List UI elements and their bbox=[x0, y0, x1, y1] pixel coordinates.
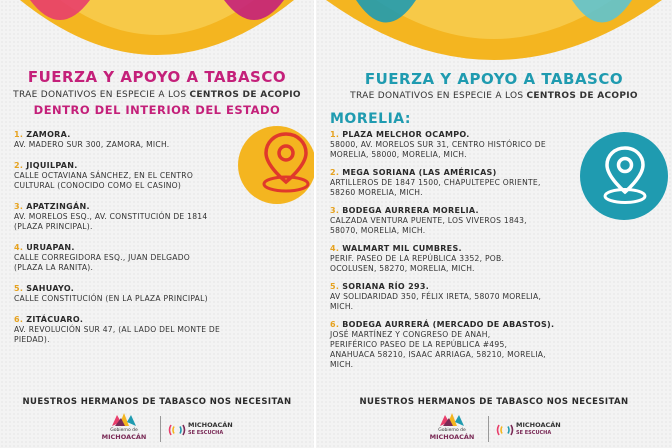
list-item: 6. ZITÁCUARO. AV. REVOLUCIÓN SUR 47, (AL LADO DEL MONTE DE PIEDAD). bbox=[14, 315, 221, 344]
list-item: 2. MEGA SORIANA (LAS AMÉRICAS) ARTILLEROS DE 1847 1500, CHAPULTEPEC ORIENTE, 58260 MORELIA, MICH. bbox=[330, 168, 541, 197]
list-item: 5. SORIANA RÍO 293. AV SOLIDARIDAD 350, FÉLIX IRETA, 58070 MORELIA, MICH. bbox=[330, 282, 542, 311]
poster-subheadline: TRAE DONATIVOS EN ESPECIE A LOS CENTROS DE ACOPIO bbox=[350, 91, 638, 101]
collection-centers-list bbox=[14, 130, 304, 356]
list-item: 4. WALMART MIL CUMBRES. PERIF. PASEO DE LA REPÚBLICA 3352, POB. OCOLUSEN, 58270, MORELIA, MICH. bbox=[330, 244, 505, 273]
decorative-arch bbox=[0, 0, 314, 62]
gobierno-michoacan-logo: Gobierno de MICHOACÁN bbox=[96, 412, 152, 446]
poster-subheadline-2: DENTRO DEL INTERIOR DEL ESTADO bbox=[33, 103, 281, 117]
sound-waves-icon bbox=[496, 422, 514, 438]
list-item: 6. BODEGA AURRERÁ (MERCADO DE ABASTOS). JOSÉ MARTÍNEZ Y CONGRESO DE ANAH, PERIFÉRICO PASEO DE LA REPÚBLICA #495, ANAHUACA 58210, ISAAC ARRIAGA, 58210, MORELIA, MICH. bbox=[330, 320, 555, 369]
logos-bar bbox=[0, 412, 314, 446]
michoacan-se-escucha-logo: MICHOACÁN SE ESCUCHA bbox=[496, 420, 566, 442]
list-item: 4. URUAPAN. CALLE CORREGIDORA ESQ., JUAN DELGADO (PLAZA LA RANITA). bbox=[14, 243, 191, 272]
logo-divider bbox=[160, 416, 161, 442]
right-poster bbox=[316, 0, 672, 448]
michoacan-se-escucha-logo: MICHOACÁN SE ESCUCHA bbox=[168, 420, 238, 442]
list-item: 2. JIQUILPAN. CALLE OCTAVIANA SÁNCHEZ, EN EL CENTRO CULTURAL (CONOCIDO COMO EL CASINO) bbox=[14, 161, 194, 190]
city-label: MORELIA: bbox=[330, 111, 411, 127]
list-item: 3. APATZINGÁN. AV. MORELOS ESQ., AV. CONSTITUCIÓN DE 1814 (PLAZA PRINCIPAL). bbox=[14, 202, 208, 231]
left-poster bbox=[0, 0, 314, 448]
poster-footer: NUESTROS HERMANOS DE TABASCO NOS NECESITAN bbox=[359, 397, 629, 407]
gobierno-michoacan-logo: Gobierno de MICHOACÁN bbox=[424, 412, 480, 446]
list-item: 5. SAHUAYO. CALLE CONSTITUCIÓN (EN LA PLAZA PRINCIPAL) bbox=[14, 284, 208, 303]
list-item: 1. ZAMORA. AV. MADERO SUR 300, ZAMORA, MICH. bbox=[14, 130, 170, 149]
sound-waves-icon bbox=[168, 422, 186, 438]
list-item: 1. PLAZA MELCHOR OCAMPO. 58000, AV. MORELOS SUR 31, CENTRO HISTÓRICO DE MORELIA, 58000, MORELIA, MICH. bbox=[330, 130, 546, 159]
poster-headline: FUERZA Y APOYO A TABASCO bbox=[27, 68, 287, 86]
michoacan-shield-icon bbox=[437, 412, 467, 428]
poster-subheadline: TRAE DONATIVOS EN ESPECIE A LOS CENTROS DE ACOPIO bbox=[13, 90, 301, 100]
michoacan-shield-icon bbox=[109, 412, 139, 428]
logo-divider bbox=[488, 416, 489, 442]
poster-headline: FUERZA Y APOYO A TABASCO bbox=[364, 70, 624, 88]
collection-centers-list bbox=[330, 130, 660, 378]
logos-bar bbox=[316, 412, 672, 446]
decorative-arch bbox=[316, 0, 672, 62]
poster-footer: NUESTROS HERMANOS DE TABASCO NOS NECESITAN bbox=[22, 397, 292, 407]
list-item: 3. BODEGA AURRERA MORELIA. CALZADA VENTURA PUENTE, LOS VIVEROS 1843, 58070, MORELIA, MICH. bbox=[330, 206, 527, 235]
